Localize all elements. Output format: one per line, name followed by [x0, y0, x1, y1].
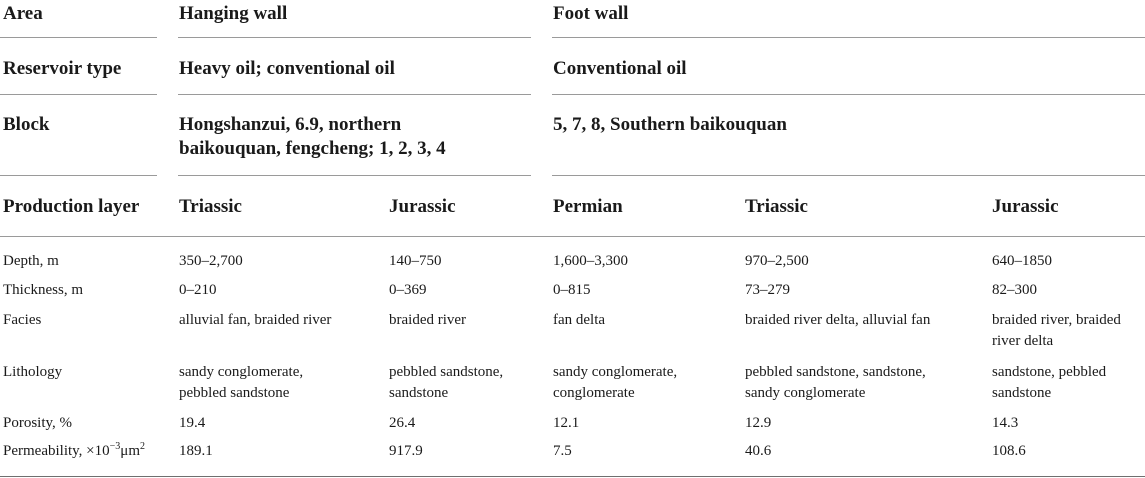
rule-table-bottom — [0, 476, 1145, 477]
lithology-value-continued: sandstone — [992, 385, 1052, 401]
depth-value: 1,600–3,300 — [553, 253, 628, 269]
rule-block-foot — [552, 175, 1145, 176]
lithology-value: sandy conglomerate, — [553, 364, 678, 380]
area-label: Area — [3, 3, 43, 24]
lithology-value-continued: sandstone — [389, 385, 449, 401]
thickness-value: 0–210 — [179, 282, 217, 298]
depth-value: 140–750 — [389, 253, 442, 269]
rule-reservoir-left — [0, 94, 157, 95]
lithology-value: sandstone, pebbled — [992, 364, 1107, 380]
thickness-value: 0–369 — [389, 282, 427, 298]
block-label: Block — [3, 114, 50, 135]
depth-value: 350–2,700 — [179, 253, 243, 269]
porosity-label: Porosity, % — [3, 415, 73, 431]
lithology-value: pebbled sandstone, — [389, 364, 504, 380]
permeability-label — [3, 441, 145, 462]
hanging-wall-heading: Hanging wall — [179, 3, 288, 24]
lithology-label: Lithology — [3, 364, 63, 380]
reservoir-type-foot: Conventional oil — [553, 58, 687, 79]
permeability-exponent: −3 — [109, 441, 121, 452]
rule-reservoir-hanging — [178, 94, 531, 95]
lithology-value: pebbled sandstone, sandstone, — [745, 364, 926, 380]
facies-value: braided river delta, alluvial fan — [745, 312, 931, 328]
foot-wall-heading: Foot wall — [553, 3, 629, 24]
porosity-value: 26.4 — [389, 415, 416, 431]
permeability-label-text: Permeability, ×10 — [3, 443, 110, 459]
porosity-value: 12.9 — [745, 415, 772, 431]
layer-foot-permian: Permian — [553, 196, 623, 217]
porosity-value: 12.1 — [553, 415, 580, 431]
layer-foot-triassic: Triassic — [745, 196, 808, 217]
facies-value: braided river — [389, 312, 467, 328]
porosity-value: 14.3 — [992, 415, 1019, 431]
rule-block-left — [0, 175, 157, 176]
lithology-value-continued: conglomerate — [553, 385, 635, 401]
depth-value: 640–1850 — [992, 253, 1052, 269]
permeability-value: 40.6 — [745, 443, 772, 459]
block-hanging-line-1: Hongshanzui, 6.9, northern — [179, 114, 402, 135]
rule-area-hanging — [178, 37, 531, 38]
block-hanging-line-2: baikouquan, fengcheng; 1, 2, 3, 4 — [179, 138, 446, 159]
permeability-unit-exponent: 2 — [140, 441, 145, 452]
facies-value-continued: river delta — [992, 333, 1054, 349]
depth-label: Depth, m — [3, 253, 59, 269]
permeability-unit: μm — [120, 443, 140, 459]
permeability-value: 7.5 — [553, 443, 572, 459]
permeability-value: 108.6 — [992, 443, 1026, 459]
facies-value: alluvial fan, braided river — [179, 312, 332, 328]
thickness-value: 82–300 — [992, 282, 1037, 298]
thickness-value: 0–815 — [553, 282, 591, 298]
rule-reservoir-foot — [552, 94, 1145, 95]
rule-block-hanging — [178, 175, 531, 176]
thickness-label: Thickness, m — [3, 282, 83, 298]
lithology-value: sandy conglomerate, — [179, 364, 304, 380]
reservoir-type-hanging: Heavy oil; conventional oil — [179, 58, 395, 79]
rule-header-bottom — [0, 236, 1145, 237]
layer-hanging-triassic: Triassic — [179, 196, 242, 217]
facies-label: Facies — [3, 312, 42, 328]
layer-foot-jurassic: Jurassic — [992, 196, 1059, 217]
porosity-value: 19.4 — [179, 415, 206, 431]
lithology-value-continued: sandy conglomerate — [745, 385, 866, 401]
production-layer-label: Production layer — [3, 196, 140, 217]
facies-value: braided river, braided — [992, 312, 1121, 328]
layer-hanging-jurassic: Jurassic — [389, 196, 456, 217]
thickness-value: 73–279 — [745, 282, 790, 298]
permeability-value: 189.1 — [179, 443, 213, 459]
permeability-value: 917.9 — [389, 443, 423, 459]
depth-value: 970–2,500 — [745, 253, 809, 269]
rule-area-left — [0, 37, 157, 38]
facies-value: fan delta — [553, 312, 606, 328]
rule-area-foot — [552, 37, 1145, 38]
reservoir-type-label: Reservoir type — [3, 58, 122, 79]
lithology-value-continued: pebbled sandstone — [179, 385, 290, 401]
block-foot: 5, 7, 8, Southern baikouquan — [553, 114, 787, 135]
